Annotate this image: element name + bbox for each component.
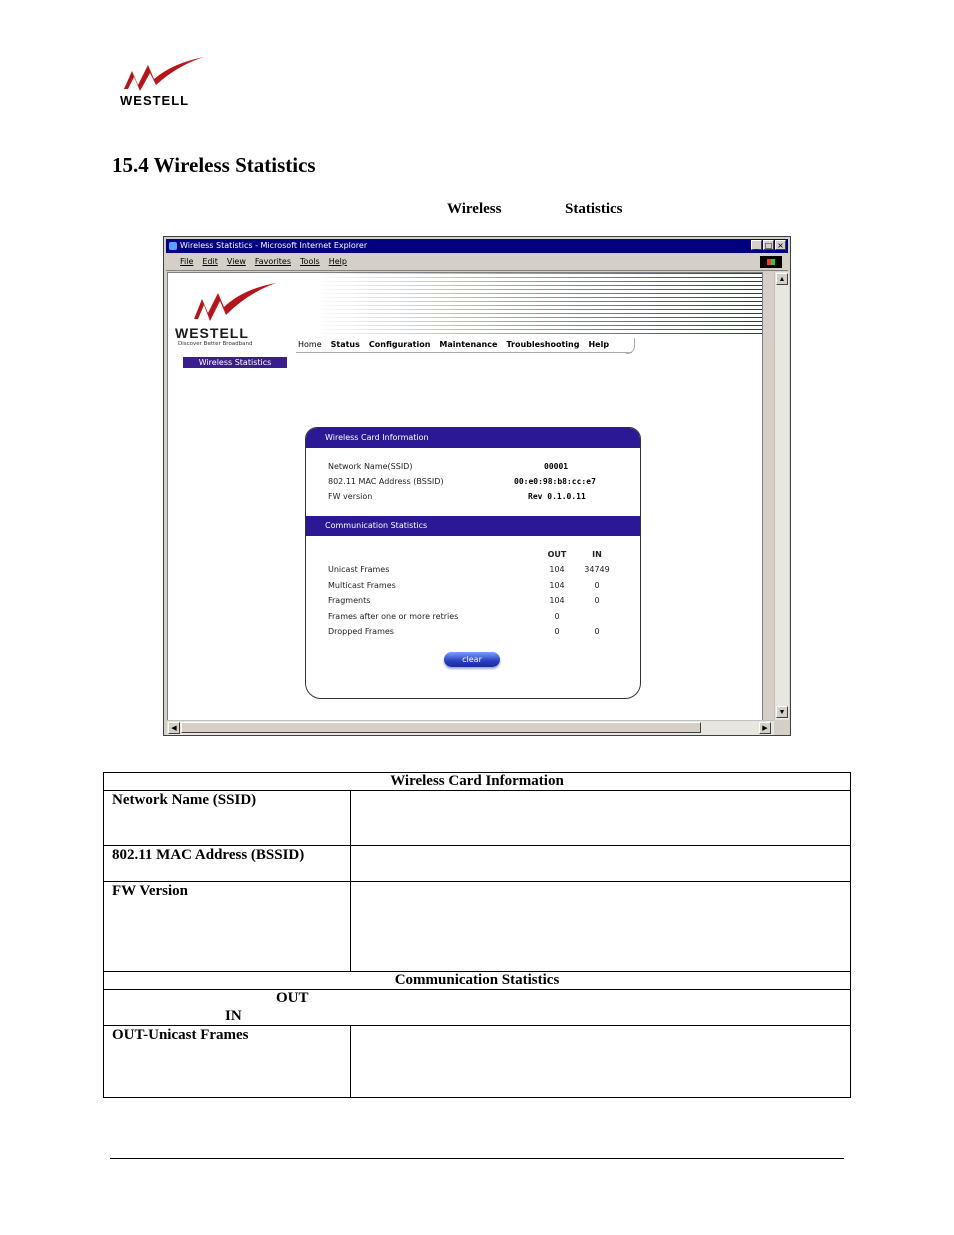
card-info-header: Wireless Card Information [306,428,640,448]
window-title: Wireless Statistics - Microsoft Internet Explorer [180,241,368,250]
stat-in: 0 [594,581,600,590]
westell-wordmark: WESTELL [175,325,249,341]
nav-help[interactable]: Help [588,340,610,349]
stat-in: 34749 [584,565,610,574]
stat-out: 104 [549,565,565,574]
stat-label: Multicast Frames [328,581,396,590]
menu-help[interactable]: Help [328,257,347,266]
col-in-header: IN [592,550,602,559]
table-row-label: FW Version [104,882,351,972]
nav-configuration[interactable]: Configuration [368,340,431,349]
close-button[interactable]: × [775,240,786,250]
table-section-heading: Communication Statistics [104,972,851,990]
field-description-table [103,772,851,1098]
table-row-label: OUT-Unicast Frames [104,1026,351,1098]
clear-button[interactable]: clear [444,652,500,667]
menu-tools[interactable]: Tools [300,257,320,266]
nav-underline [296,352,632,353]
westell-tagline: Discover Better Broadband [178,341,253,347]
windows-logo-icon [760,256,782,268]
page-viewport [167,272,763,722]
menu-bar [166,254,788,271]
stat-out: 0 [554,612,560,621]
westell-swoosh-icon [118,55,208,95]
menu-favorites[interactable]: Favorites [254,257,292,266]
menu-edit[interactable]: Edit [202,257,218,266]
breadcrumb: Wireless Statistics [183,357,287,368]
stat-in: 0 [594,596,600,605]
menu-file[interactable]: File [180,257,194,266]
browser-window [163,236,791,736]
footer-rule [110,1158,844,1159]
mac-label: 802.11 MAC Address (BSSID) [328,477,444,486]
horizontal-scroll-thumb[interactable] [181,722,701,733]
stat-label: Unicast Frames [328,565,390,574]
stat-label: Dropped Frames [328,627,394,636]
westell-swoosh-icon [188,281,278,325]
intro-word-wireless: Wireless [447,201,502,217]
nav-troubleshooting[interactable]: Troubleshooting [506,340,580,349]
ie-icon [169,242,177,250]
table-row-desc [351,882,851,972]
westell-logo [118,55,208,107]
logo-wordmark: WESTELL [120,93,190,108]
table-row-desc [351,1026,851,1098]
scroll-down-icon[interactable]: ▼ [776,706,788,718]
maximize-button[interactable]: □ [764,241,773,250]
stat-out: 0 [554,627,560,636]
table-row-desc [351,846,851,882]
header-stripes [313,273,763,335]
out-in-explanation [104,990,851,1026]
intro-word-statistics: Statistics [565,201,623,217]
scroll-right-icon[interactable]: ▶ [759,722,771,734]
col-out-header: OUT [547,550,567,559]
nav-home[interactable]: Home [298,340,322,349]
stat-label: Fragments [328,596,371,605]
out-label: OUT [276,990,309,1006]
top-nav [298,338,609,352]
vertical-scrollbar[interactable] [774,272,789,720]
table-row-desc [351,791,851,846]
table-row-label: 802.11 MAC Address (BSSID) [104,846,351,882]
stat-label: Frames after one or more retries [328,612,459,621]
scroll-up-icon[interactable]: ▲ [776,273,788,285]
fw-label: FW version [328,492,373,501]
nav-curve [626,338,635,354]
stat-out: 104 [549,581,565,590]
menu-view[interactable]: View [226,257,246,266]
stat-out: 104 [549,596,565,605]
ssid-value: 00001 [544,462,569,471]
nav-maintenance[interactable]: Maintenance [439,340,498,349]
horizontal-scrollbar[interactable] [167,720,774,735]
fw-value: Rev 0.1.0.11 [528,492,586,501]
mac-value: 00:e0:98:b8:cc:e7 [514,477,596,486]
nav-status[interactable]: Status [330,340,360,349]
stat-in: 0 [594,627,600,636]
table-row-label: Network Name (SSID) [104,791,351,846]
comm-stats-header: Communication Statistics [306,516,640,536]
table-section-heading: Wireless Card Information [104,773,851,791]
ssid-label: Network Name(SSID) [328,462,413,471]
stats-panel [305,427,641,699]
minimize-button[interactable]: _ [751,240,762,250]
scroll-left-icon[interactable]: ◀ [168,722,180,734]
window-titlebar [166,239,788,253]
in-label: IN [225,1008,242,1024]
section-title: 15.4 Wireless Statistics [112,153,316,177]
